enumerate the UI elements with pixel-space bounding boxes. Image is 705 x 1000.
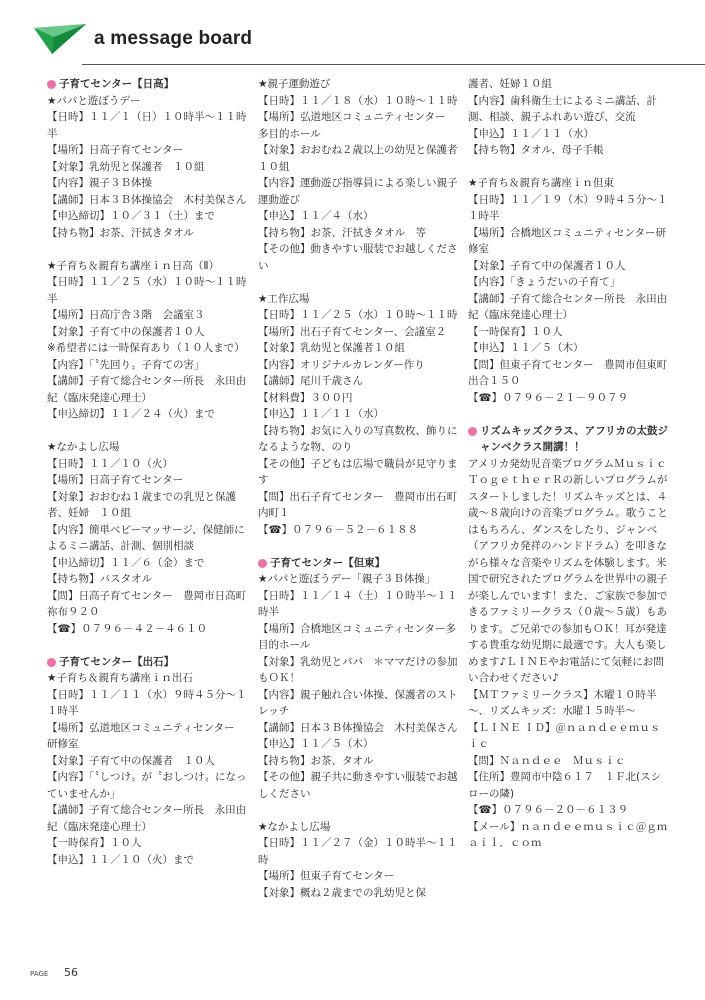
event-detail: 【対象】概ね２歳までの乳幼児と保 [258, 886, 426, 899]
event-detail: 【場所】日高子育てセンター [47, 474, 184, 486]
event-detail: 【場所】弘道地区コミュニティセンター 研修室 [47, 721, 246, 750]
event-detail: 【内容】「きょうだいの子育て」 [468, 276, 621, 288]
event-detail: 【内容】親子３Ｂ体操 [47, 177, 152, 189]
event-detail: 【場所】日高庁舎３階 会議室３ [47, 309, 205, 321]
event-detail: 【講師】子育て総合センター所長 永田由紀（臨床発達心理士） [47, 375, 247, 404]
section-heading: 子育てセンター【但東】 [258, 555, 460, 572]
footer-label: PAGE [30, 970, 49, 978]
event-detail: 【内容】親子触れ合い体操、保護者のストレッチ [258, 688, 458, 717]
event-detail: 【対象】乳幼児と保護者 １０組 [47, 160, 205, 173]
event-detail: 【日時】１１／１４（土）１０時半～１１時半 [258, 589, 458, 618]
event-detail: 【住所】豊岡市中陰６１７ １Ｆ北(スシローの隣) [468, 771, 662, 800]
event-detail: 【場所】弘道地区コミュニティセンター 多目的ホール [258, 111, 457, 140]
event-title: ★工作広場 [258, 292, 310, 305]
event-detail: 【問】出石子育てセンター 豊岡市出石町内町１ [258, 490, 458, 519]
event-block [468, 76, 670, 159]
event-detail: 【日時】１１／２５（水）１０時～１１時半 [47, 276, 247, 305]
event-detail: 【申込】１１／１１（水） [258, 408, 384, 420]
event-block [258, 76, 468, 274]
event-detail: 【材料費】３００円 [258, 391, 353, 404]
event-title: ★親子運動遊び [258, 78, 331, 90]
event-detail: ※希望者には一時保育あり（１０人まで） [47, 342, 245, 354]
event-detail: 【申込】１１／５（木） [468, 342, 584, 354]
event-detail: 【講師】日本３Ｂ体操協会 木村美保さん [47, 193, 247, 206]
event-detail: 【内容】運動遊び指導員による楽しい親子運動遊び [258, 177, 458, 206]
event-detail: 【対象】子育て中の保護者１０人 [47, 325, 205, 338]
event-detail: 【☎】０７９６－２１－９０７９ [468, 391, 629, 404]
event-detail: 【持ち物】お茶、汗拭きタオル [47, 226, 194, 239]
event-title: ★パパと遊ぼうデー「親子３Ｂ体操」 [258, 573, 436, 585]
event-detail: 【日時】１１／１０（火） [47, 457, 173, 470]
event-detail: 【内容】「〝しつけ〟が〝おしつけ〟になっていませんか」 [47, 771, 247, 800]
event-title: ★子育ち＆親育ち講座ｉｎ出石 [47, 672, 193, 684]
event-detail: 【持ち物】お茶、汗拭きタオル 等 [258, 226, 426, 239]
event-detail: 【持ち物】タオル、母子手帳 [468, 144, 604, 156]
event-detail: 【日時】１１／１９（木）９時４５分～１１時半 [468, 193, 668, 222]
event-block [468, 456, 678, 852]
event-detail: 【場所】出石子育てセンター、会議室２ [258, 325, 447, 338]
event-detail: 【持ち物】バスタオル [47, 573, 152, 585]
page-title: a message board [94, 28, 253, 49]
event-detail: 【講師】日本３Ｂ体操協会 木村美保さん [258, 721, 458, 734]
event-title: ★なかよし広場 [47, 441, 120, 453]
column-2 [258, 76, 468, 918]
event-detail: 【一時保育】１０人 [468, 325, 563, 338]
event-block [47, 258, 249, 423]
event-title: ★パパと遊ぼうデー [47, 94, 141, 107]
event-detail: 【日時】１１／１１（水）９時４５分～１１時半 [47, 688, 247, 717]
event-detail: 【問】Ｎａｎｄｅｅ Ｍｕｓｉｃ [468, 754, 626, 767]
section-heading: 子育てセンター【日高】 [47, 76, 249, 93]
event-block [258, 291, 460, 539]
event-detail: 【申込】１１／１１（水） [468, 127, 594, 140]
page-number: 56 [64, 966, 78, 979]
event-block [258, 571, 460, 802]
event-detail: 【場所】合橋地区コミュニティセンター多目的ホール [258, 622, 457, 651]
column-1 [47, 76, 249, 885]
event-detail: 【ＭＴファミリークラス】木曜１０時半～、リズムキッズ：水曜１５時半～ [468, 688, 657, 717]
event-block [47, 93, 249, 242]
header-divider [82, 64, 705, 65]
event-detail: 【場所】合橋地区コミュニティセンター研修室 [468, 226, 667, 255]
event-detail: 【日時】１１／１（日）１０時半～１１時半 [47, 111, 247, 140]
event-detail: 【メール】ｎａｎｄｅｅｍｕｓｉｃ＠ｇｍａｉｌ．ｃｏｍ [468, 820, 668, 849]
event-detail: 【対象】子育て中の保護者 １０人 [47, 754, 215, 767]
page-header [28, 18, 688, 68]
event-detail: 【申込】１１／１０（火）まで [47, 853, 194, 866]
event-block [258, 819, 460, 902]
event-detail: 【その他】親子共に動きやすい服装でお越しください [258, 771, 458, 800]
event-block [47, 439, 249, 637]
event-detail: 【対象】おおむね２歳以上の幼児と保護者 １０組 [258, 144, 468, 173]
event-detail: 【内容】簡単ベビーマッサージ、保健師によるミニ講話、計測、個別相談 [47, 523, 245, 552]
event-detail: 【講師】尾川千歳さん [258, 375, 363, 387]
event-detail: 【対象】子育て中の保護者１０人 [468, 259, 626, 272]
event-block [47, 670, 249, 868]
event-detail: 【講師】子育て総合センター所長 永田由紀（臨床発達心理士） [468, 292, 668, 321]
event-title: ★子育ち＆親育ち講座ｉｎ日高（Ⅱ） [47, 259, 220, 272]
event-detail: アメリカ発幼児音楽プログラムＭｕｓｉｃ ＴｏｇｅｔｈｅｒＲの新しいプログラムがスタートしました！リズムキッズとは、４歳～８歳向けの音楽プログラム。歌うことはもちろん、ダンスをしたり、ジャンベ（アフリカ発祥のハンドドラム）を叩きながら様々な音楽やリズムを体験します。米国で研究されたプログラムを世界中の親子が楽しんでいます！また、ご家族で参加できるファミリークラス（０歳～５歳）もあります。ご兄弟での参加もＯＫ！耳が発達する貴重な幼児期に最適です。大人も楽しめます♪ＬＩＮＥやお電話にて気軽にお問い合わせください♪ [468, 457, 678, 684]
column-3 [468, 76, 678, 868]
event-detail: 【日時】１１／２５（水）１０時～１１時 [258, 309, 458, 321]
event-detail: 【対象】おおむね１歳までの乳児と保護者、妊婦 １０組 [47, 490, 236, 519]
event-detail: 【持ち物】お気に入りの写真数枚、飾りになるような物、のり [258, 424, 458, 453]
event-detail: 【☎】０７９６－５２－６１８８ [258, 523, 419, 536]
event-detail: 【ＬＩＮＥ ＩＤ】＠ｎａｎｄｅｅｍｕｓｉｃ [468, 721, 661, 750]
event-detail: 【問】日高子育てセンター 豊岡市日高町祢布９２０ [47, 589, 247, 618]
event-detail: 【☎】０７９６－４２－４６１０ [47, 622, 208, 635]
event-detail: 【申込締切】１１／６（金）まで [47, 556, 205, 569]
event-detail: 【申込】１１／５（木） [258, 738, 374, 750]
event-detail: 【☎】０７９６－２０－６１３９ [468, 804, 629, 816]
event-detail: 【内容】歯科衛生士によるミニ講話、計測、相談、親子ふれあい遊び、交流 [468, 94, 657, 123]
event-detail: 【申込締切】１０／３１（土）まで [47, 210, 215, 222]
event-detail: 【場所】但東子育てセンター [258, 870, 395, 882]
event-detail: 【対象】乳幼児とパパ ＊ママだけの参加もＯＫ！ [258, 655, 458, 684]
event-detail: 【申込締切】１１／２４（火）まで [47, 408, 215, 420]
event-detail: 【場所】日高子育てセンター [47, 144, 184, 156]
event-detail: 【その他】子どもは広場で職員が見守ります [258, 457, 458, 486]
event-block [468, 175, 670, 406]
event-detail: 【日時】１１／１８（水）１０時～１１時 [258, 94, 458, 107]
event-detail: 【日時】１１／２７（金）１０時半～１１時 [258, 837, 458, 866]
event-detail: 【内容】オリジナルカレンダー作り [258, 358, 425, 371]
event-detail: 【申込】１１／４（水） [258, 210, 374, 222]
event-detail: 護者、妊婦１０組 [468, 78, 552, 90]
event-detail: 【一時保育】１０人 [47, 837, 142, 849]
event-title: ★なかよし広場 [258, 820, 331, 833]
section-heading: 子育てセンター【出石】 [47, 654, 249, 671]
event-detail: 【対象】乳幼児と保護者１０組 [258, 342, 405, 354]
event-detail: 【内容】「〝先回り〟子育ての害」 [47, 358, 205, 371]
paper-plane-icon [34, 24, 86, 60]
event-detail: 【問】但東子育てセンター 豊岡市但東町出合１５０ [468, 358, 668, 387]
section-heading: リズムキッズクラス、アフリカの太鼓ジャンベクラス開講！！ [468, 423, 670, 456]
event-title: ★子育ち＆親育ち講座ｉｎ但東 [468, 177, 614, 189]
event-detail: 【持ち物】お茶、タオル [258, 754, 374, 767]
event-detail: 【講師】子育て総合センター所長 永田由紀（臨床発達心理士） [47, 804, 247, 833]
event-detail: 【その他】動きやすい服装でお越しください [258, 243, 458, 272]
